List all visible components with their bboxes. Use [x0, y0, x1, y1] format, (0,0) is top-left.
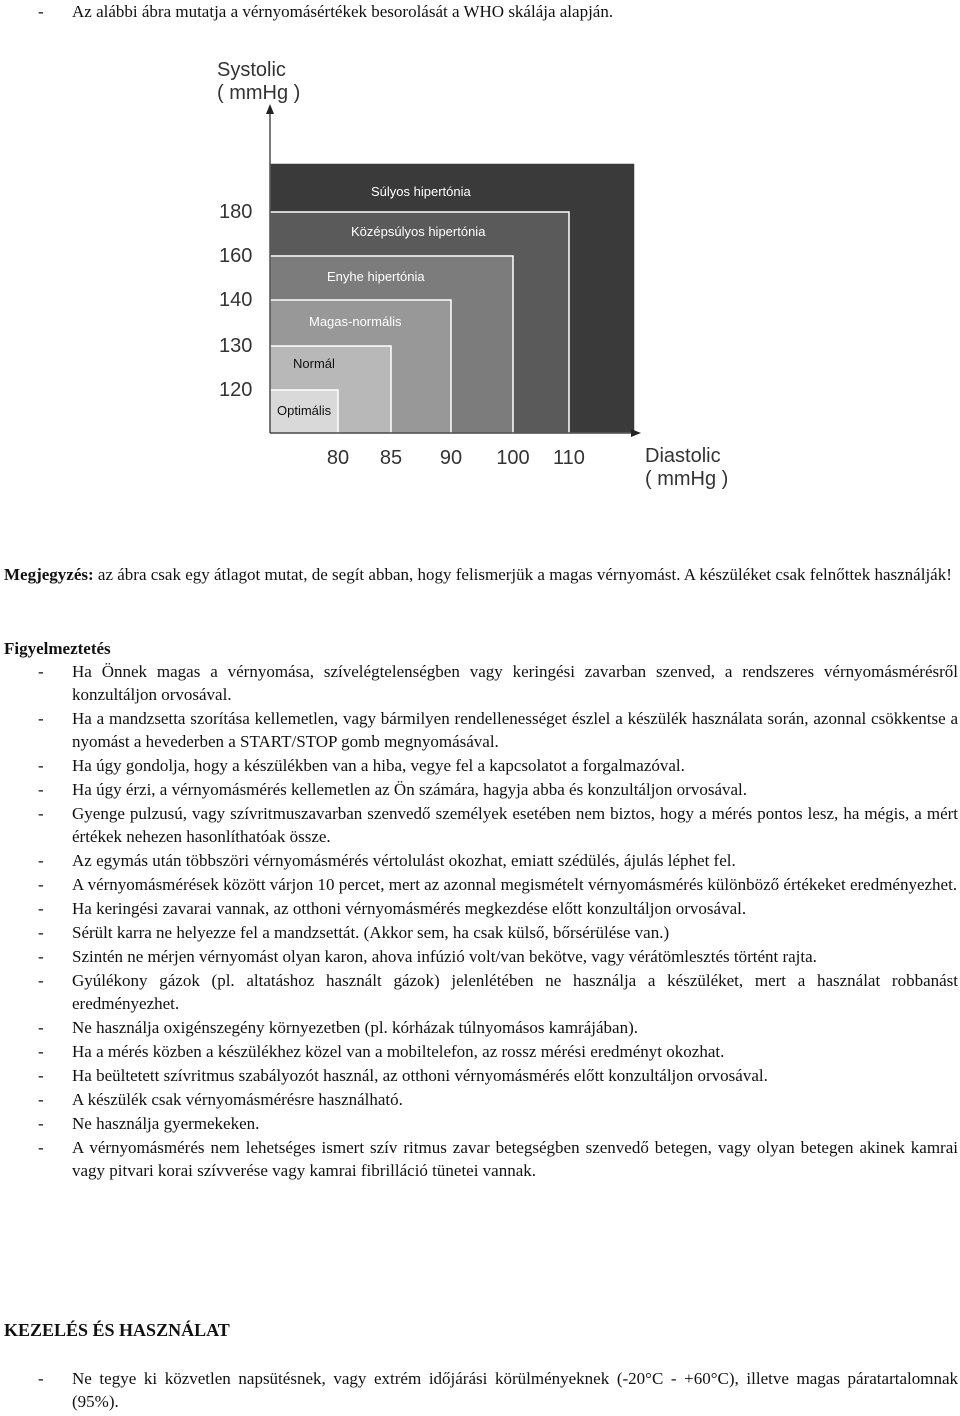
x-tick-label: 90	[439, 447, 463, 469]
warning-item	[0, 778, 960, 801]
section-title: KEZELÉS ÉS HASZNÁLAT	[4, 1320, 230, 1340]
warning-item-text: Sérült karra ne helyezze fel a mandzsettát. (Akkor sem, ha csak külső, bőrsérülése van.)	[72, 923, 670, 942]
warning-item	[0, 1040, 960, 1063]
category-label: Súlyos hipertónia	[371, 184, 471, 199]
bp-chart-svg	[195, 48, 765, 498]
list-dash: -	[38, 899, 44, 918]
y-tick-label: 160	[219, 245, 253, 267]
warning-item	[0, 1088, 960, 1111]
y-axis-title: Systolic	[217, 59, 286, 81]
warning-item-text: A vérnyomásmérések között várjon 10 percet, mert az azonnal megismételt vérnyomásmérés különböző értékeket eredményezhet.	[72, 875, 958, 894]
x-axis-title: Diastolic	[645, 445, 721, 467]
warning-item	[0, 802, 960, 848]
warning-item-text: Szintén ne mérjen vérnyomást olyan karon, ahova infúzió volt/van bekötve, vagy vérátömlesztés történt rajta.	[72, 947, 817, 966]
y-tick-label: 180	[219, 201, 253, 223]
warning-item	[0, 660, 960, 706]
list-dash: -	[38, 1042, 44, 1061]
category-label: Enyhe hipertónia	[327, 269, 425, 284]
warning-item-text: Gyúlékony gázok (pl. altatáshoz használt gázok) jelenlétében ne használja a készüléket, mert a használat robbanást eredményezhet.	[72, 971, 958, 1013]
warning-item-text: Gyenge pulzusú, vagy szívritmuszavarban szenvedő személyek esetében nem biztos, hogy a mérés pontos lesz, ha mégis, a mért értékek nehezen hasonlíthatóak össze.	[72, 804, 958, 846]
usage-item-text: Ne tegye ki közvetlen napsütésnek, vagy extrém időjárási körülményeknek (-20°C - +60°C), illetve magas páratartalomnak (95%).	[72, 1369, 958, 1411]
list-dash: -	[38, 1066, 44, 1085]
y-tick-label: 130	[219, 335, 253, 357]
warning-title: Figyelmeztetés	[4, 639, 111, 658]
list-dash: -	[38, 1018, 44, 1037]
warning-item	[0, 1016, 960, 1039]
y-tick-label: 120	[219, 379, 253, 401]
warning-item-text: Az egymás után többszöri vérnyomásmérés vértolulást okozhat, emiatt szédülés, ájulás léphet fel.	[72, 851, 736, 870]
x-tick-label: 100	[496, 447, 530, 469]
warning-item	[0, 1136, 960, 1182]
list-dash: -	[38, 947, 44, 966]
bp-classification-chart	[195, 48, 765, 498]
list-dash: -	[38, 923, 44, 942]
list-dash: -	[38, 804, 44, 823]
warning-item-text: A készülék csak vérnyomásmérésre használható.	[72, 1090, 403, 1109]
warning-item-text: Ne használja gyermekeken.	[72, 1114, 260, 1133]
category-label: Középsúlyos hipertónia	[351, 224, 486, 239]
list-dash: -	[38, 971, 44, 990]
list-dash: -	[38, 756, 44, 775]
warning-item	[0, 1064, 960, 1087]
list-dash: -	[38, 1369, 44, 1388]
warning-item	[0, 945, 960, 968]
y-axis-arrow	[266, 104, 274, 114]
warning-item-text: Ha úgy érzi, a vérnyomásmérés kellemetlen az Ön számára, hagyja abba és konzultáljon orvosával.	[72, 780, 748, 799]
x-axis-title: ( mmHg )	[645, 468, 729, 490]
list-dash: -	[38, 1138, 44, 1157]
y-tick-label: 140	[219, 289, 253, 311]
warning-item	[0, 921, 960, 944]
list-dash: -	[38, 1114, 44, 1133]
warning-item	[0, 873, 960, 896]
warning-item	[0, 849, 960, 872]
warning-item-text: A vérnyomásmérés nem lehetséges ismert szív ritmus zavar betegségben szenvedő betegen, vagy olyan betegen akinek kamrai vagy pitvari korai szívverése vagy kamrai fibrilláció tünetei vannak.	[72, 1138, 958, 1180]
list-dash: -	[38, 780, 44, 799]
list-dash: -	[38, 1090, 44, 1109]
category-label: Magas-normális	[309, 314, 402, 329]
warning-item	[0, 897, 960, 920]
warning-item	[0, 707, 960, 753]
x-tick-label: 80	[326, 447, 350, 469]
intro-dash: -	[38, 2, 44, 21]
warning-item-text: Ne használja oxigénszegény környezetben (pl. kórházak túlnyomásos kamrájában).	[72, 1018, 638, 1037]
warning-item	[0, 969, 960, 1015]
usage-item	[0, 1367, 960, 1413]
note-text: az ábra csak egy átlagot mutat, de segít abban, hogy felismerjük a magas vérnyomást. A készüléket csak felnőttek használják!	[93, 565, 952, 584]
x-axis-arrow	[631, 429, 641, 437]
warning-item	[0, 1112, 960, 1135]
list-dash: -	[38, 709, 44, 728]
x-tick-label: 110	[553, 447, 585, 469]
note-label: Megjegyzés:	[4, 565, 94, 584]
note-paragraph	[4, 563, 956, 586]
warning-item-text: Ha keringési zavarai vannak, az otthoni vérnyomásmérés megkezdése előtt konzultáljon orvosával.	[72, 899, 747, 918]
warning-item	[0, 754, 960, 777]
warning-item-text: Ha a mérés közben a készülékhez közel van a mobiltelefon, az rossz mérési eredményt okozhat.	[72, 1042, 725, 1061]
warning-item-text: Ha Önnek magas a vérnyomása, szívelégtelenségben vagy keringési zavarban szenved, a rendszeres vérnyomásmérésről konzultáljon orvosával.	[72, 662, 958, 704]
category-label: Normál	[293, 356, 335, 371]
y-axis-title: ( mmHg )	[217, 82, 301, 104]
intro-text: Az alábbi ábra mutatja a vérnyomásértékek besorolását a WHO skálája alapján.	[72, 2, 614, 21]
warning-item-text: Ha a mandzsetta szorítása kellemetlen, vagy bármilyen rendellenességet észlel a készülék használata során, azonnal csökkentse a nyomást a hevederben a START/STOP gomb megnyomásával.	[72, 709, 958, 751]
list-dash: -	[38, 875, 44, 894]
list-dash: -	[38, 662, 44, 681]
usage-list	[0, 1367, 960, 1413]
warning-item-text: Ha úgy gondolja, hogy a készülékben van a hiba, vegye fel a kapcsolatot a forgalmazóval.	[72, 756, 685, 775]
category-label: Optimális	[277, 403, 332, 418]
warning-list	[0, 660, 960, 1183]
warning-item-text: Ha beültetett szívritmus szabályozót használ, az otthoni vérnyomásmérés előtt konzultáljon orvosával.	[72, 1066, 768, 1085]
list-dash: -	[38, 851, 44, 870]
x-tick-label: 85	[379, 447, 403, 469]
